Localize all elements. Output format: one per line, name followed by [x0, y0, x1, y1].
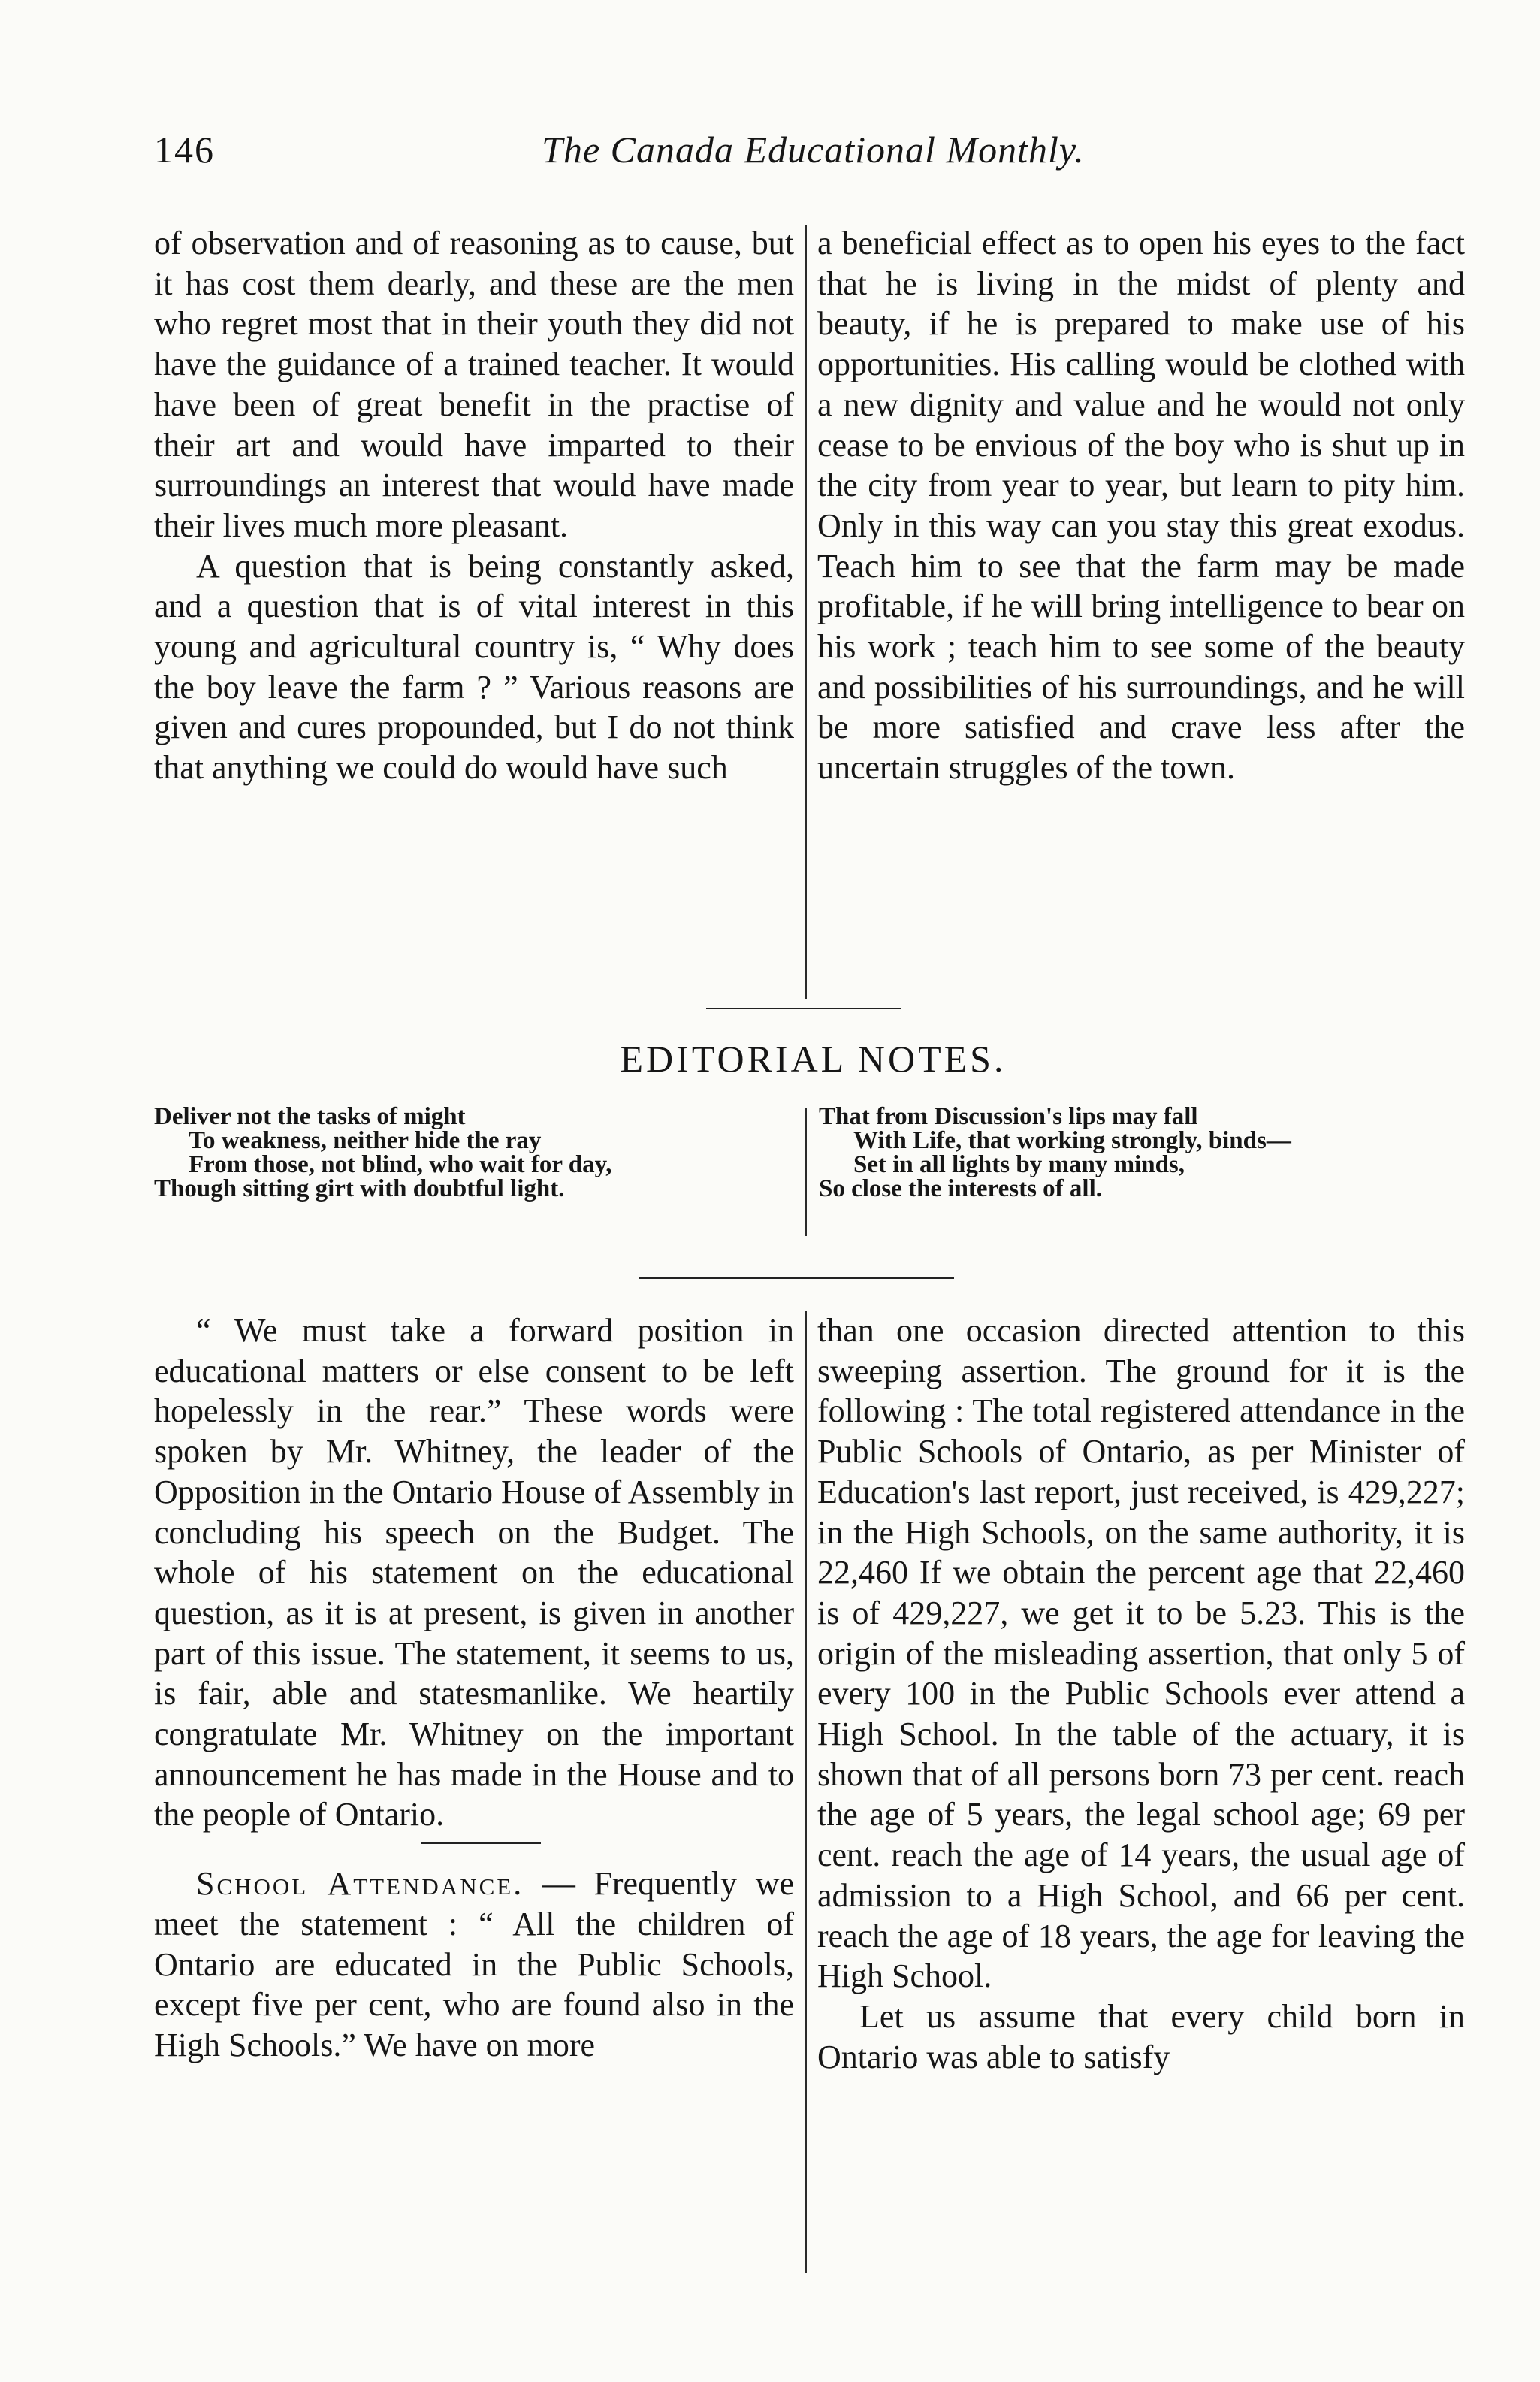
- verse-line: From those, not blind, who wait for day,: [189, 1151, 612, 1178]
- running-title: The Canada Educational Monthly.: [542, 128, 1085, 171]
- top-left-column: [154, 223, 794, 788]
- section-divider: [639, 1277, 954, 1279]
- paragraph: Let us assume that every child born in Ontario was able to satisfy: [817, 1997, 1465, 2075]
- short-rule: [421, 1842, 541, 1844]
- paragraph: than one occasion directed attention to this sweeping assertion. The ground for it is the following : The total registered attendance in the Public Schools of Ontario, as per Minister of Education's last report, just received, is 429,227; in the High Schools, on the same authority, it is 22,460 If we obtain the percent age that 22,460 is of 429,227, we get it to be 5.23. This is the origin of the misleading assertion, that only 5 of every 100 in the Public Schools ever attend a High School. In the table of the actuary, it is shown that of all persons born 73 per cent. reach the age of 5 years, the legal school age; 69 per cent. reach the age of 14 years, the usual age of admission to a High School, and 66 per cent. reach the age of 18 years, the age for leaving the High School.: [817, 1312, 1465, 1995]
- column-divider: [805, 225, 807, 999]
- paragraph: [154, 1864, 794, 2066]
- verse-right: [819, 1105, 1291, 1201]
- page-number: 146: [154, 128, 215, 171]
- verse-line: With Life, that working strongly, binds—: [853, 1127, 1291, 1154]
- paragraph: of observation and of reasoning as to cause, but it has cost them dearly, and these are the men who regret most that in their youth they did not have the guidance of a trained teacher. It would have been of great benefit in the practise of their art and would have imparted to their surroundings an interest that would have made their lives much more pleasant.: [154, 225, 794, 544]
- section-divider: [706, 1008, 901, 1009]
- bottom-left-column: [154, 1310, 794, 2066]
- verse-line: That from Discussion's lips may fall: [819, 1103, 1198, 1130]
- paragraph-text: — Frequently we meet the statement : “ All the children of Ontario are educated in the Public Schools, except five per cent, who are found also in the High Schools.” We have on more: [154, 1865, 794, 2063]
- verse-line: So close the interests of all.: [819, 1175, 1103, 1202]
- verse-line: To weakness, neither hide the ray: [189, 1127, 542, 1154]
- verse-line: Set in all lights by many minds,: [853, 1151, 1185, 1178]
- paragraph-heading: School Attendance.: [196, 1865, 524, 1903]
- rule-spacer: [154, 1835, 794, 1864]
- verse-line: Deliver not the tasks of might: [154, 1103, 466, 1130]
- paragraph: a beneficial effect as to open his eyes to the fact that he is living in the midst of plenty and beauty, if he is prepared to make use of his opportunities. His calling would be clothed with a new dignity and value and he would not only cease to be envious of the boy who is shut up in the city from year to year, but learn to pity him. Only in this way can you stay this great exodus. Teach him to see that the farm may be made profitable, if he will bring intelligence to bear on his work ; teach him to see some of the beauty and possibilities of his surroundings, and he will be more satisfied and crave less after the uncertain struggles of the town.: [817, 225, 1465, 787]
- verse-line: Though sitting girt with doubtful light.: [154, 1175, 565, 1202]
- paragraph: A question that is being constantly asked, and a question that is of vital interest in this young and agricultural country is, “ Why does the boy leave the farm ? ” Various reasons are given and cures propounded, but I do not think that anything we could do would have such: [154, 547, 794, 787]
- column-divider: [805, 1311, 807, 2273]
- bottom-right-column: [817, 1310, 1465, 2077]
- page-header: [154, 128, 1472, 180]
- verse-left: [154, 1105, 612, 1201]
- top-right-column: [817, 223, 1465, 788]
- section-title: EDITORIAL NOTES.: [620, 1038, 1007, 1080]
- paragraph: “ We must take a forward position in educational matters or else consent to be left hopelessly in the rear.” These words were spoken by Mr. Whitney, the leader of the Opposition in the Ontario House of Assembly in concluding his speech on the Budget. The whole of his statement on the educational question, as it is at present, is given in another part of this issue. The statement, it seems to us, is fair, able and statesmanlike. We heartily congratulate Mr. Whitney on the important announcement he has made in the House and to the people of Ontario.: [154, 1312, 794, 1833]
- verse-divider: [805, 1108, 807, 1236]
